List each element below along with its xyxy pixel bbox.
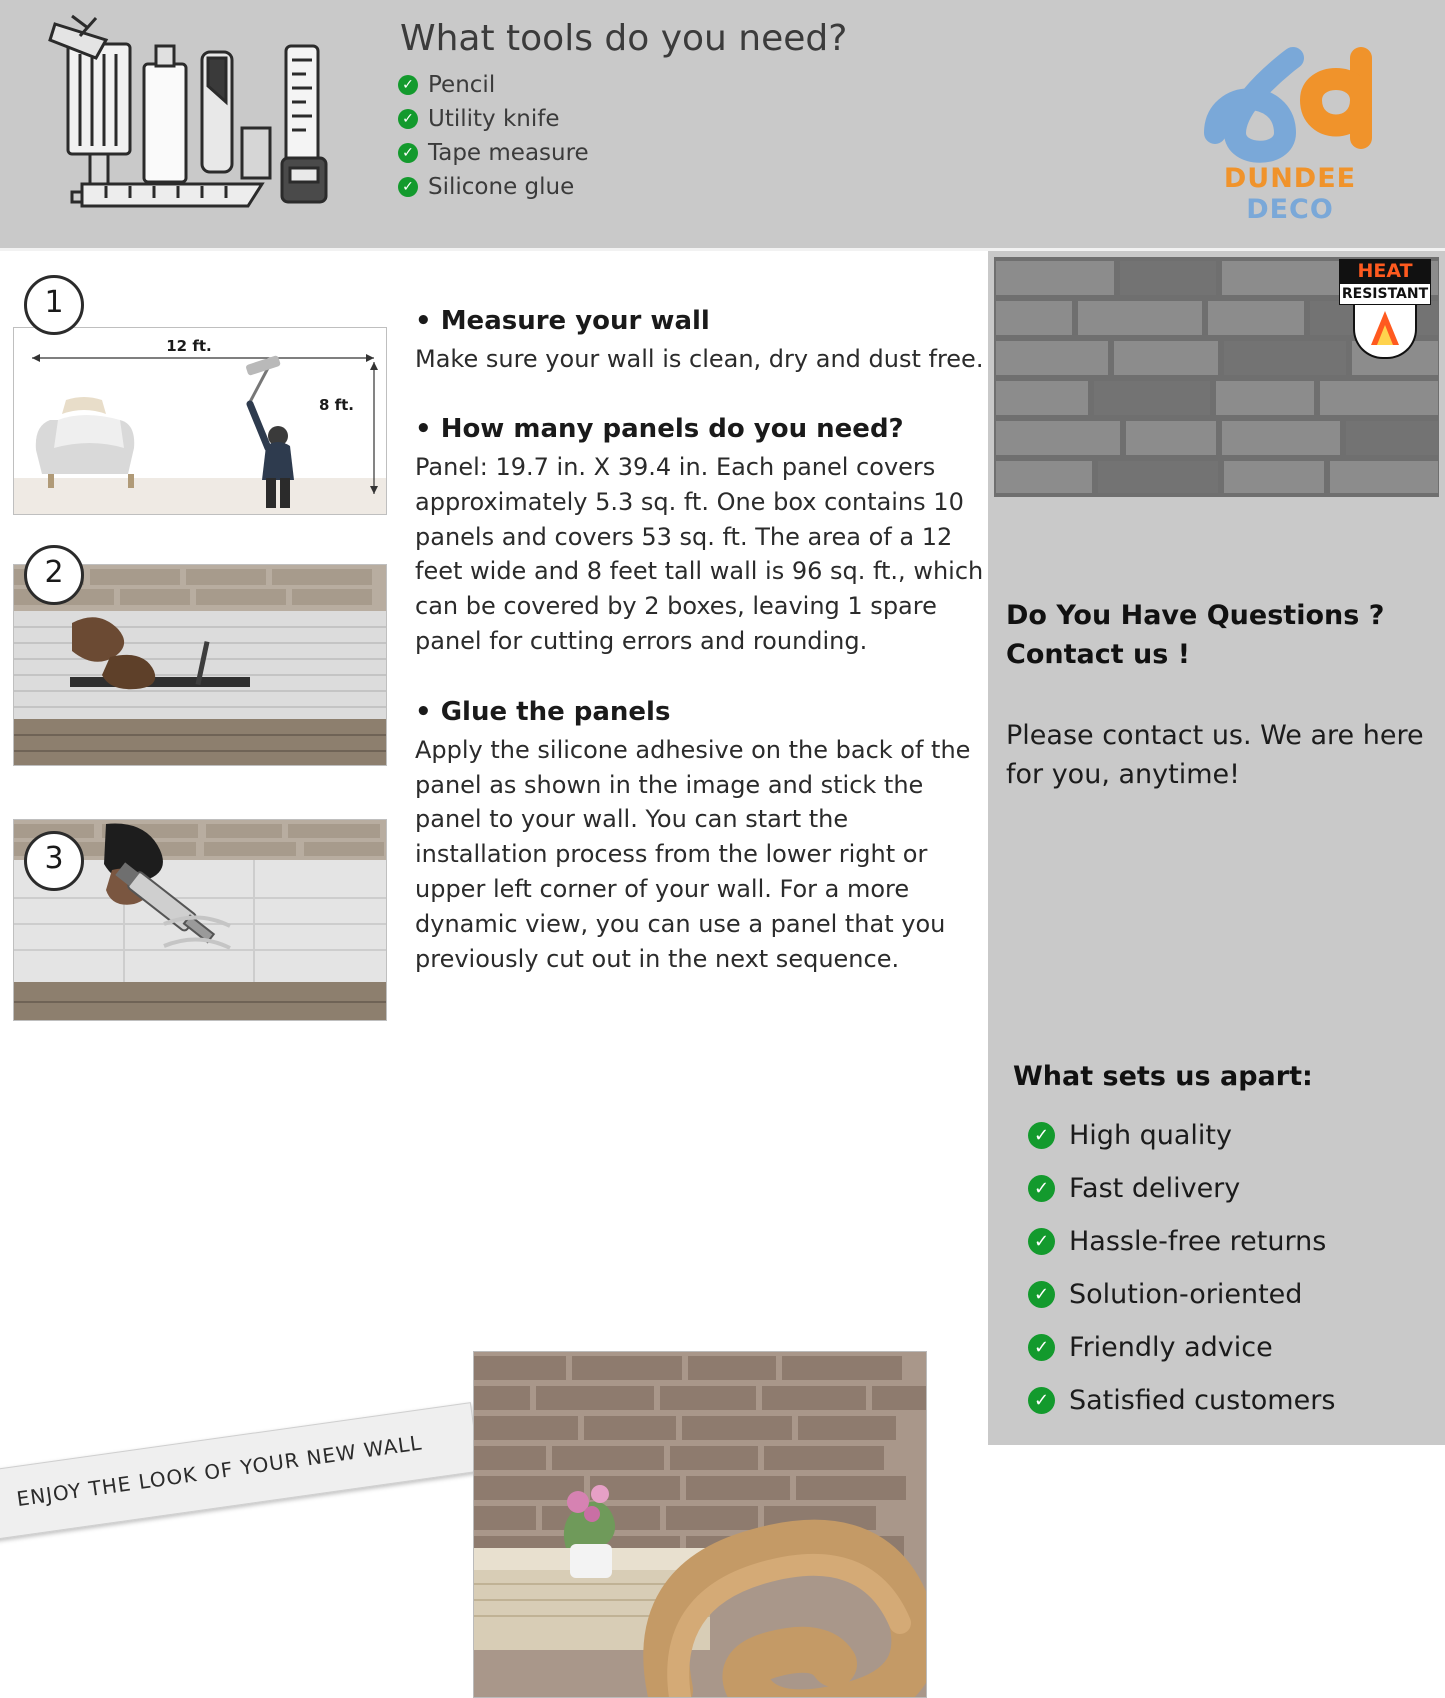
check-circle-icon: ✓ — [398, 143, 418, 163]
step-badge-3: 3 — [24, 831, 84, 891]
instruction-body-3: Apply the silicone adhesive on the back of the panel as shown in the image and stick the panel to your wall. You can start the installation process from the lower right or upper left corner of your wall. For a more dynamic view, you can use a panel that you previously cut out in the next sequence. — [415, 735, 971, 973]
instruction-heading-2 — [415, 414, 985, 444]
heat-badge-line1: HEAT — [1339, 259, 1431, 283]
instruction-heading-1 — [415, 306, 985, 336]
svg-text:12 ft.: 12 ft. — [166, 337, 212, 355]
tool-label: Utility knife — [428, 106, 560, 132]
tools-illustration — [10, 6, 380, 236]
heat-resistant-badge — [1339, 259, 1431, 355]
check-circle-icon: ✓ — [398, 109, 418, 129]
wall-measure-illustration — [13, 327, 387, 515]
svg-text:8 ft.: 8 ft. — [318, 396, 354, 414]
benefit-item — [1028, 1109, 1438, 1162]
tool-item — [398, 68, 589, 102]
benefit-item — [1028, 1268, 1438, 1321]
tool-item — [398, 136, 589, 170]
tool-item — [398, 102, 589, 136]
check-circle-icon: ✓ — [398, 75, 418, 95]
tool-label: Tape measure — [428, 140, 589, 166]
sidebar-column — [988, 251, 1445, 1445]
benefit-item — [1028, 1374, 1438, 1427]
brand-logo — [1175, 38, 1405, 225]
step-badge-2: 2 — [24, 545, 84, 605]
finished-room-photo — [473, 1351, 927, 1698]
new-wall-ribbon — [0, 1402, 480, 1540]
benefit-label: Solution-oriented — [1069, 1279, 1303, 1310]
instruction-heading-3 — [415, 697, 985, 727]
benefit-item — [1028, 1215, 1438, 1268]
instructions-column — [0, 251, 985, 1512]
check-circle-icon: ✓ — [1028, 1281, 1055, 1308]
bullet-icon: • — [415, 414, 432, 445]
logo-text-deco: DECO — [1246, 194, 1334, 225]
benefits-list — [1028, 1109, 1438, 1427]
tool-item — [398, 170, 589, 204]
tool-label: Pencil — [428, 72, 496, 98]
tools-list — [398, 68, 589, 204]
header-title: What tools do you need? — [400, 18, 848, 59]
instruction-body-2: Panel: 19.7 in. X 39.4 in. Each panel covers approximately 5.3 sq. ft. One box contains 10 panels and covers 53 sq. ft. The area of a 12 feet wide and 8 feet tall wall is 96 sq. ft., which can be covered by 2 boxes, leaving 1 spare panel for cutting errors and rounding. — [415, 453, 984, 656]
bullet-icon: • — [415, 306, 432, 336]
contact-title: Do You Have Questions ? Contact us ! — [1006, 600, 1385, 671]
tool-label: Silicone glue — [428, 174, 575, 200]
instruction-heading-label: Measure your wall — [440, 306, 710, 336]
check-circle-icon: ✓ — [1028, 1228, 1055, 1255]
benefit-label: Friendly advice — [1069, 1332, 1273, 1363]
check-circle-icon: ✓ — [1028, 1122, 1055, 1149]
contact-body: Please contact us. We are here for you, anytime! — [1006, 720, 1424, 791]
benefit-label: Satisfied customers — [1069, 1385, 1336, 1416]
benefit-label: High quality — [1069, 1120, 1233, 1151]
step-badge-1: 1 — [24, 275, 84, 335]
bullet-icon: • — [415, 696, 432, 727]
logo-mark-icon — [1175, 38, 1405, 163]
header-bar — [0, 0, 1445, 251]
logo-text — [1175, 163, 1405, 225]
benefit-item — [1028, 1162, 1438, 1215]
benefit-item — [1028, 1321, 1438, 1374]
instruction-heading-label: How many panels do you need? — [440, 414, 904, 445]
instruction-text-block — [415, 306, 985, 1014]
check-circle-icon: ✓ — [398, 177, 418, 197]
check-circle-icon: ✓ — [1028, 1334, 1055, 1361]
ribbon-label: ENJOY THE LOOK OF YOUR NEW WALL — [15, 1430, 424, 1512]
check-circle-icon: ✓ — [1028, 1175, 1055, 1202]
benefits-title: What sets us apart: — [1013, 1061, 1313, 1092]
heat-badge-line2: RESISTANT — [1339, 283, 1431, 305]
check-circle-icon: ✓ — [1028, 1387, 1055, 1414]
instruction-body-1: Make sure your wall is clean, dry and dust free. — [415, 345, 984, 373]
logo-text-dundee: DUNDEE — [1223, 163, 1357, 194]
flame-shield-icon — [1353, 305, 1417, 359]
instruction-heading-label: Glue the panels — [440, 696, 671, 727]
benefit-label: Fast delivery — [1069, 1173, 1241, 1204]
benefit-label: Hassle-free returns — [1069, 1226, 1327, 1257]
